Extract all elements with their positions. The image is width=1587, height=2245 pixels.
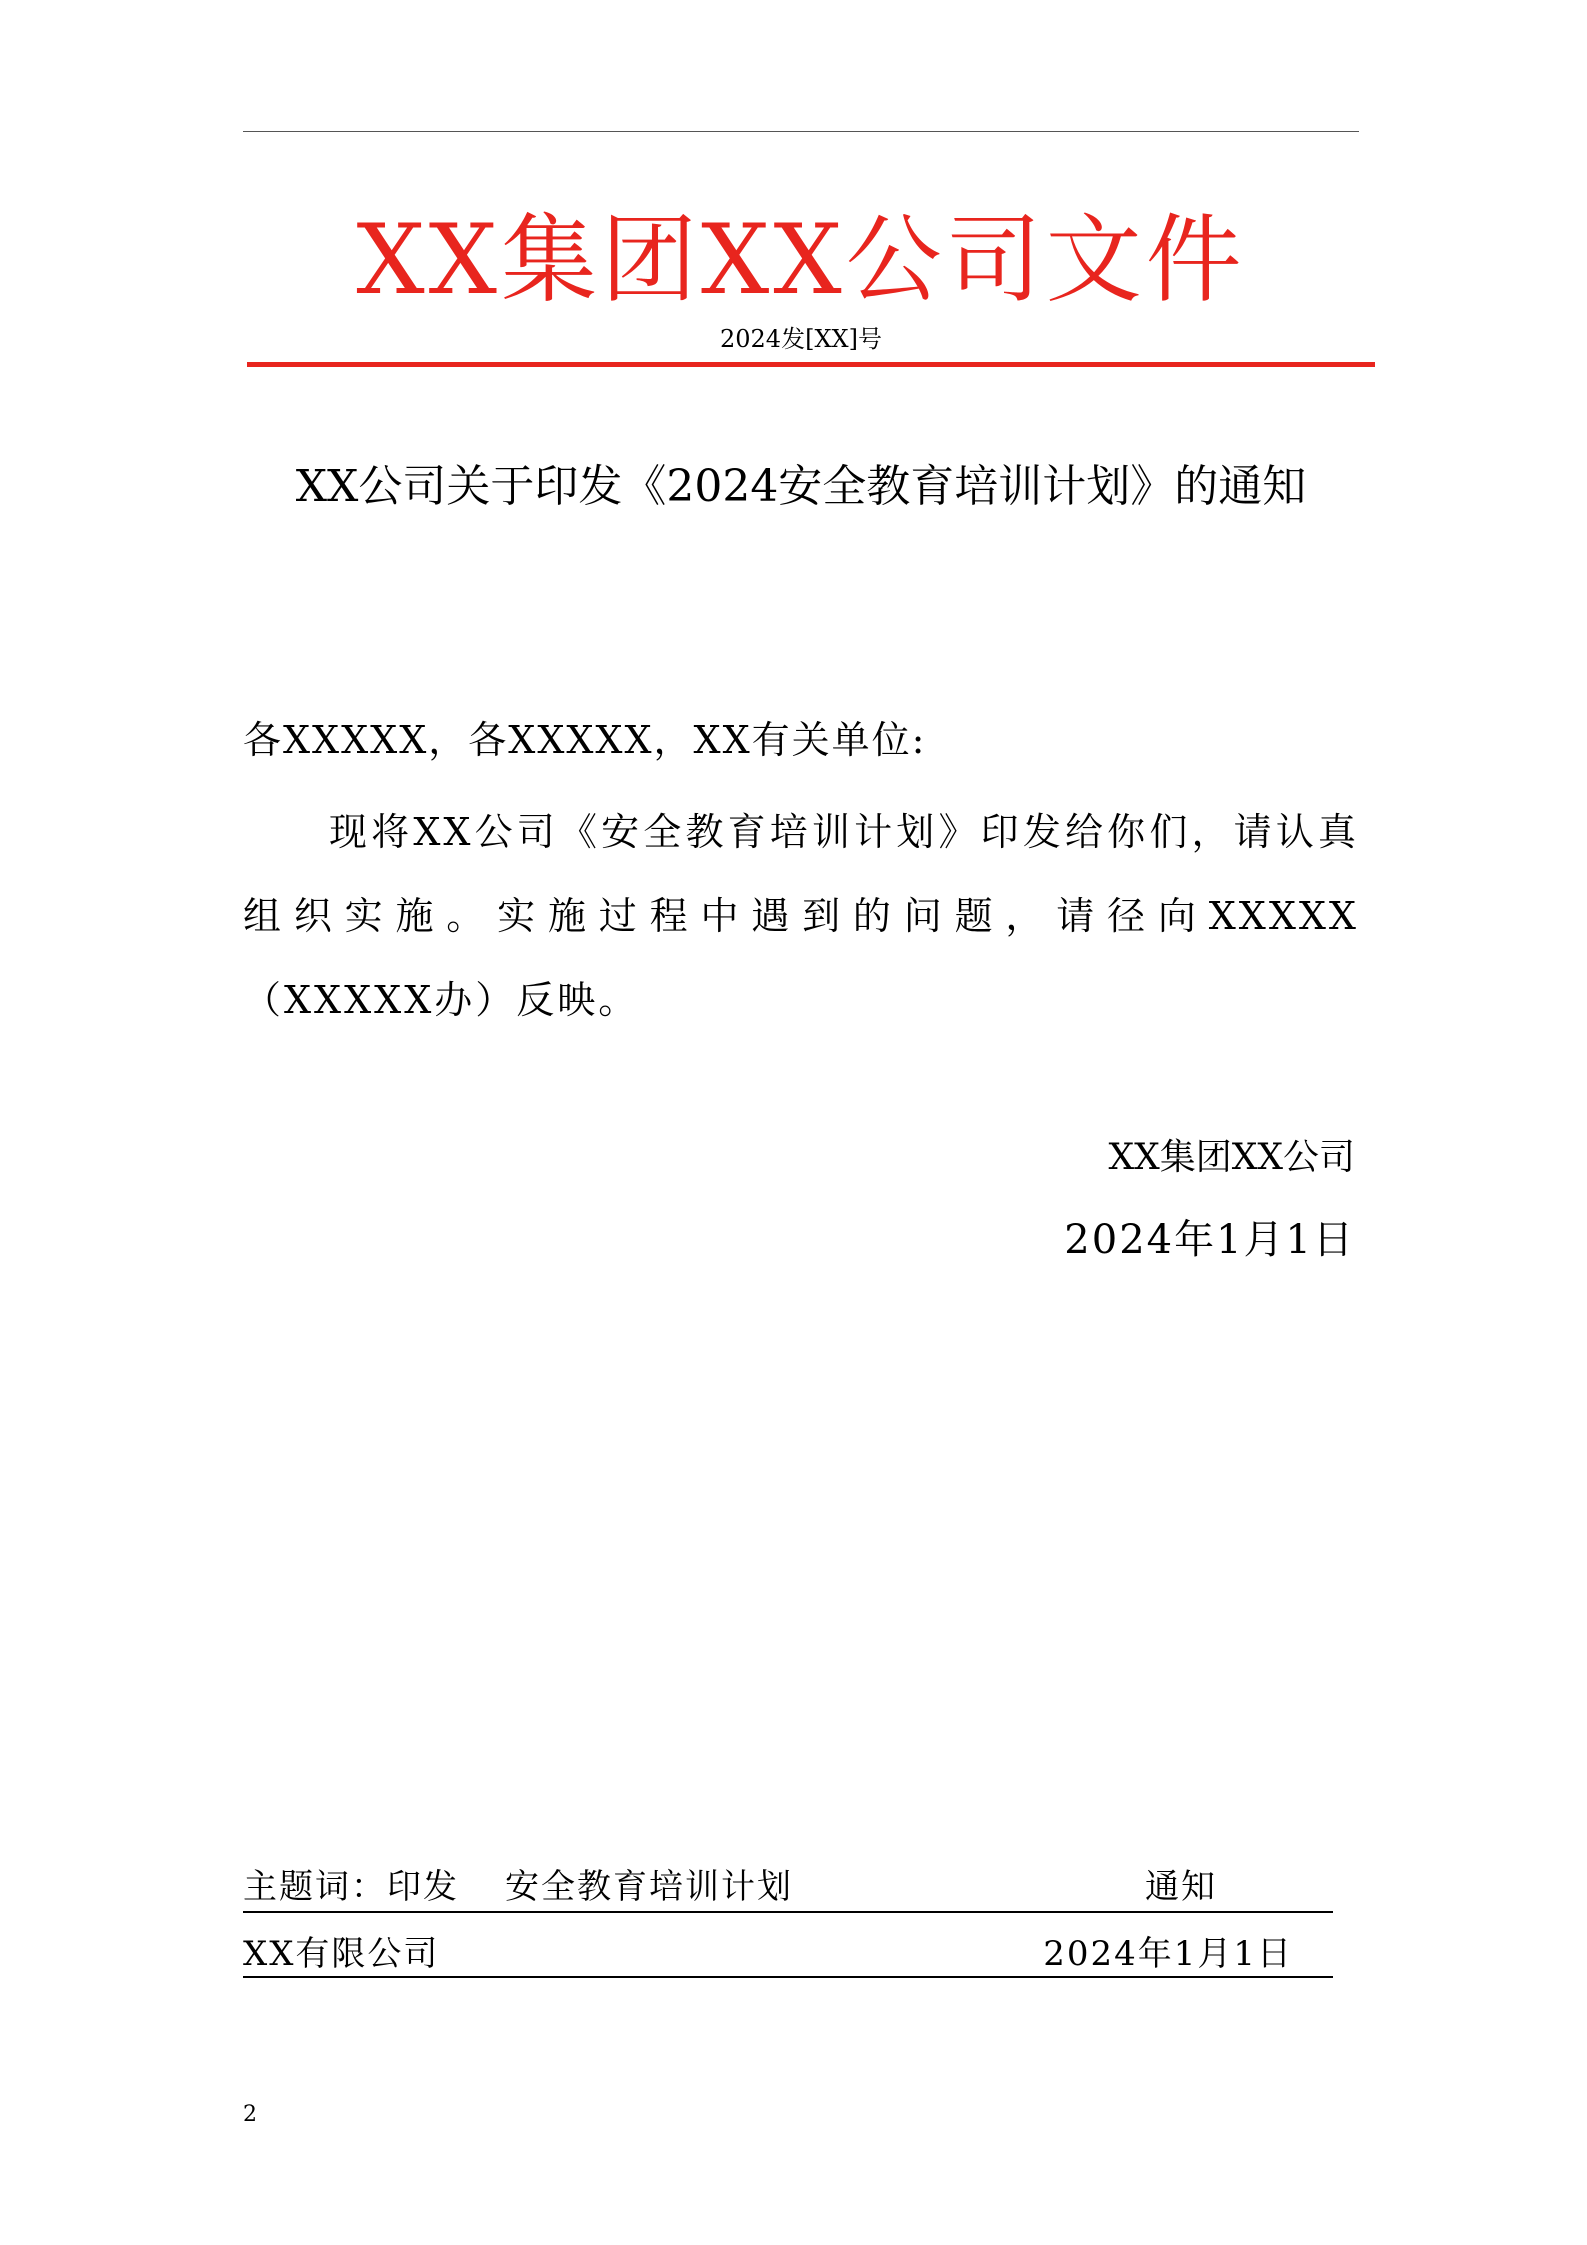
keywords-type: 通知 [1145,1867,1217,1907]
keywords-value: 安全教育培训计划 [505,1867,793,1907]
issuer-name: XX有限公司 [243,1934,440,1974]
document-header-title: XX集团XX公司文件 [356,204,1246,316]
notice-title: XX公司关于印发《2024安全教育培训计划》的通知 [295,461,1307,512]
page-number: 2 [243,2102,257,2127]
signature-date: 2024年1月1日 [1064,1217,1355,1263]
body-paragraph: 现将XX公司《安全教育培训计划》印发给你们，请认真组织实施。实施过程中遇到的问题，请径向XXXXX（XXXXX办）反映。 [243,810,1359,1022]
keywords-label: 主题词：印发 [243,1867,459,1907]
issuer-divider [243,1976,1333,1978]
document-number: 2024发[XX]号 [720,325,882,353]
issue-date: 2024年1月1日 [1043,1934,1293,1974]
signature-company: XX集团XX公司 [1108,1137,1355,1178]
salutation: 各XXXXX，各XXXXX，XX有关单位: [243,718,927,762]
red-header-divider [247,362,1375,367]
keywords-divider [243,1911,1333,1913]
top-divider [243,131,1359,132]
